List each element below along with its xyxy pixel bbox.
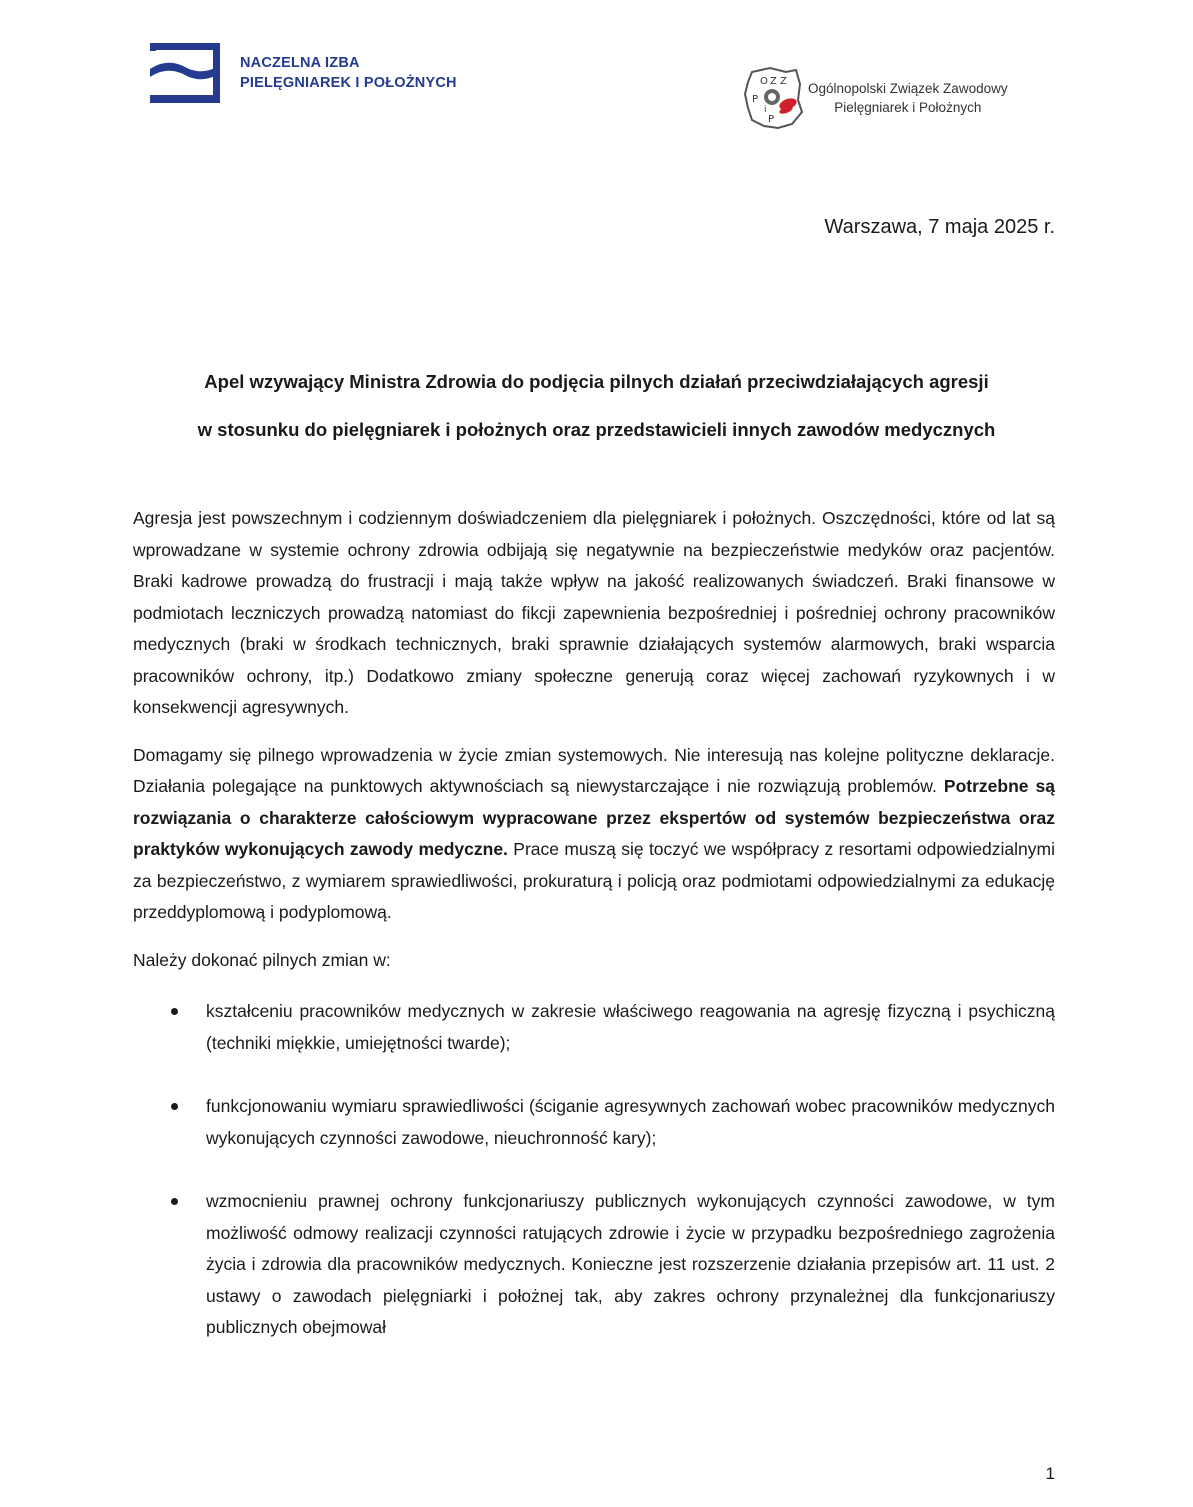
list-item [133, 1091, 1055, 1154]
nipip-wave-icon [150, 43, 220, 103]
nipip-logo-line-1: NACZELNA IZBA [240, 55, 360, 71]
paragraph-2 [133, 740, 1055, 929]
document-body [133, 503, 1055, 1344]
document-title [100, 358, 1093, 454]
ozzpip-logo-line-1: Ogólnopolski Związek Zawodowy [808, 81, 1008, 96]
svg-text:P: P [768, 114, 775, 125]
paragraph-1: Agresja jest powszechnym i codziennym doświadczeniem dla pielęgniarek i położnych. Oszczędności, które od lat są wprowadzane w systemie ochrony zdrowia odbijają się negatywnie na bezpieczeństwie medyków oraz pacjentów. Braki kadrowe prowadzą do frustracji i mają także wpływ na jakość realizowanych świadczeń. Braki finansowe w podmiotach leczniczych prowadzą natomiast do fikcji zapewnienia bezpośredniej i pośredniej ochrony pracowników medycznych (braki w środkach technicznych, braki sprawnie działających systemów alarmowych, braki wsparcia pracowników ochrony, itp.) Dodatkowo zmiany społeczne generują coraz więcej zachowań ryzykownych i w konsekwencji agresywnych. [133, 508, 1055, 717]
svg-text:Z: Z [770, 76, 777, 87]
page-number: 1 [1045, 1464, 1055, 1483]
list-item-text: wzmocnieniu prawnej ochrony funkcjonariuszy publicznych wykonujących czynności zawodowe, w tym możliwość odmowy realizacji czynności ratujących zdrowie i życie w przypadku bezpośredniego zagrożenia życia i zdrowia dla pracowników medycznych. Konieczne jest rozszerzenie działania przepisów art. 11 ust. 2 ustawy o zawodach pielęgniarki i położnej tak, aby zakres ochrony przynależnej dla funkcjonariuszy publicznych obejmował [206, 1191, 1055, 1337]
list-item-text: funkcjonowaniu wymiaru sprawiedliwości (ściganie agresywnych zachowań wobec pracowników medycznych wykonujących czynności zawodowe, nieuchronność kary); [206, 1096, 1055, 1148]
title-line-1: Apel wzywający Ministra Zdrowia do podjęcia pilnych działań przeciwdziałających agresji [204, 371, 989, 392]
ozzpip-logo [742, 64, 1008, 132]
nipip-logo [150, 43, 457, 103]
bullet-icon [171, 1198, 178, 1205]
list-item [133, 1186, 1055, 1344]
list-item-text: kształceniu pracowników medycznych w zakresie właściwego reagowania na agresję fizyczną i psychiczną (techniki miękkie, umiejętności twarde); [206, 1001, 1055, 1053]
paragraph-2-start: Domagamy się pilnego wprowadzenia w życie zmian systemowych. Nie interesują nas kolejne polityczne deklaracje. Działania polegające na punktowych aktywnościach są niewystarczające i nie rozwiązują problemów. [133, 744, 1055, 796]
paragraph-3: Należy dokonać pilnych zmian w: [133, 949, 391, 970]
svg-text:Z: Z [780, 76, 787, 87]
date-line: Warszawa, 7 maja 2025 r. [824, 216, 1055, 238]
ozzpip-logo-line-2: Pielęgniarek i Położnych [834, 100, 982, 115]
title-line-2: w stosunku do pielęgniarek i położnych oraz przedstawicieli innych zawodów medycznych [197, 419, 996, 440]
bullet-icon [171, 1103, 178, 1110]
demands-list [133, 996, 1055, 1344]
ozzpip-logo-text [808, 79, 1008, 117]
svg-text:P: P [752, 94, 759, 105]
svg-text:i: i [764, 105, 767, 115]
ozzpip-map-icon [742, 64, 804, 132]
nipip-logo-text [240, 53, 457, 93]
paragraph-2-bold: Potrzebne są rozwiązania o charakterze całościowym wypracowane przez ekspertów od systemów bezpieczeństwa oraz praktyków wykonujących zawody medyczne. [133, 776, 1055, 859]
svg-text:O: O [760, 76, 768, 87]
list-item [133, 996, 1055, 1059]
bullet-icon [171, 1008, 178, 1015]
paragraph-2-end: Prace muszą się toczyć we współpracy z resortami odpowiedzialnymi za bezpieczeństwo, z wymiarem sprawiedliwości, prokuraturą i policją oraz podmiotami odpowiedzialnymi za edukację przeddyplomową i podyplomową. [133, 839, 1055, 922]
nipip-logo-line-2: PIELĘGNIAREK I POŁOŻNYCH [240, 75, 457, 91]
